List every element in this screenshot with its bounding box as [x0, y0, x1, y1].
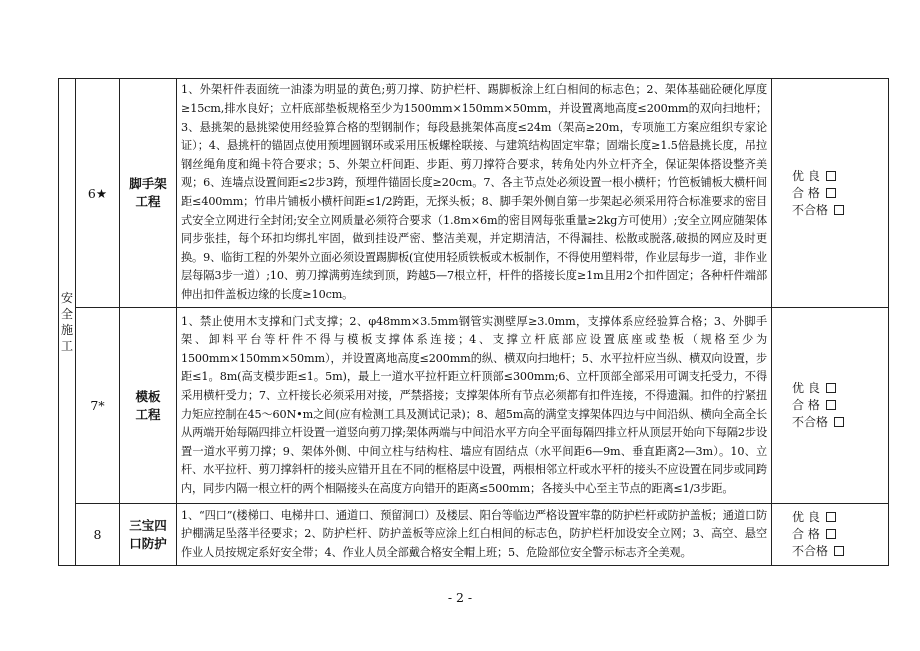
row-number: 7*: [76, 308, 120, 504]
item-content: 1、外架杆件表面统一油漆为明显的黄色;剪刀撑、防护栏杆、踢脚板涂上红白相间的标志色；2、架体基础砼硬化厚度≥15cm,排水良好；立杆底部垫板规格至少为1500mm×150mm×50mm，并设置离地高度≤200mm的双向扫地杆；3、悬挑架的悬挑梁使用经验算合格的型钢制作；每段悬挑架体高度≤24m（架高≥20m，专项施工方案应组织专家论证）；4、悬挑杆的锚固点使用预埋圆钢环或采用压板螺栓联接、与建筑结构固定牢靠；固端长度≥1.5倍悬挑长度，吊拉钢丝绳角度和绳卡符合要求；5、外架立杆间距、步距、剪刀撑符合要求，转角处内外立杆齐全，保证架体搭设整齐美观；6、连墙点设置间距≤2步3跨，预埋件锚固长度≥20cm。7、各主节点处必须设置一根小横杆；竹笆板铺板大横杆间距≤400mm；竹串片铺板小横杆间距≤1/2跨距，无探头板；8、脚手架外侧自第一步架起必须采用符合标准要求的密目式安全立网进行全封闭;安全立网质量必须符合要求（1.8m×6m的密目网每张重量≥2kg方可使用）;安全立网应随架体同步张挂，每个环扣均绑扎牢固，做到挂设严密、整洁美观，并定期清洁，不得漏挂、松散或脱落,破损的网应及时更换。9、临街工程的外架外立面必须设置踢脚板(宜使用轻质铁板或木板制作，不得使用塑料带，作业层每步一道，非作业层每隔3步一道）;10、剪刀撑满剪连续到顶，跨越5—7根立杆，杆件的搭接长度≥1m且用2个扣件固定；各种杆件端部伸出扣件盖板边缘的长度≥10cm。: [177, 79, 772, 308]
page-number: - 2 -: [447, 590, 473, 605]
checkbox-icon[interactable]: [826, 171, 836, 181]
category-cell: [59, 79, 76, 566]
grade-option[interactable]: 不合格: [792, 414, 888, 431]
checkbox-icon[interactable]: [826, 188, 836, 198]
row-number: 6★: [76, 79, 120, 308]
checkbox-icon[interactable]: [826, 383, 836, 393]
table-row: [59, 504, 889, 566]
grade-option[interactable]: 合 格: [792, 526, 888, 543]
grade-option[interactable]: 不合格: [792, 543, 888, 560]
grade-option[interactable]: 合 格: [792, 185, 888, 202]
item-content: 1、“四口”(楼梯口、电梯井口、通道口、预留洞口）及楼层、阳台等临边严格设置牢靠的防护栏杆或防护盖板；通道口防护棚满足坠落半径要求；2、防护栏杆、防护盖板等应涂上红白相间的标志色，防护栏杆加设安全立网；3、高空、悬空作业人员按规定系好安全带；4、作业人员全部戴合格安全帽上班；5、危险部位安全警示标志齐全美观。: [177, 504, 772, 566]
grade-options: [772, 79, 889, 308]
row-number: 8: [76, 504, 120, 566]
grade-option[interactable]: 优 良: [792, 380, 888, 397]
table-row: [59, 79, 889, 308]
item-name: 模板 工程: [120, 308, 177, 504]
inspection-table: [58, 78, 889, 566]
grade-option[interactable]: 不合格: [792, 202, 888, 219]
checkbox-icon[interactable]: [834, 546, 844, 556]
checkbox-icon[interactable]: [826, 529, 836, 539]
grade-option[interactable]: 合 格: [792, 397, 888, 414]
grade-option[interactable]: 优 良: [792, 509, 888, 526]
item-name: 三宝四 口防护: [120, 504, 177, 566]
checkbox-icon[interactable]: [826, 400, 836, 410]
grade-option[interactable]: 优 良: [792, 168, 888, 185]
item-content: 1、禁止使用木支撑和门式支撑；2、φ48mm×3.5mm钢管实测壁厚≥3.0mm，支撑体系应经验算合格；3、外脚手架、卸料平台等杆件不得与模板支撑体系连接；4、支撑立杆底部应设置底座或垫板（规格至少为1500mm×150mm×50mm），并设置离地高度≤200mm的纵、横双向扫地杆；5、水平拉杆应当纵、横双向设置，步距≤1。8m(高支模步距≤1。5m)，最上一道水平拉杆距立杆顶部≤300mm;6、立杆顶部全部采用可调支托受力，不得采用横杆受力；7、立杆接长必须采用对接，严禁搭接；支撑架体所有节点必须都有扣件连接，不得遗漏。扣件的拧紧扭力矩应控制在45～60N•m之间(应有检测工具及测试记录)；8、超5m高的满堂支撑架体四边与中间沿纵、横向全高全长从两端开始每隔四排立杆设置一道竖向剪刀撑;架体两端与中间沿水平方向全平面每隔四排立杆从顶层开始向下每隔2步设置一道水平剪刀撑；9、架体外侧、中间立柱与结构柱、墙应有固结点（水平间距6—9m、垂直距离2—3m）。10、立杆、水平拉杆、剪刀撑斜杆的接头应错开且在不同的框格层中设置，两根相邻立杆或水平杆的接头不应设置在同步或同跨内，同步内隔一根立杆的两个相隔接头在高度方向错开的距离≤500mm；各接头中心至主节点的距离≤1/3步距。: [177, 308, 772, 504]
item-name: 脚手架 工程: [120, 79, 177, 308]
checkbox-icon[interactable]: [834, 417, 844, 427]
category-label: 安 全 施 工: [60, 291, 73, 353]
grade-options: [772, 504, 889, 566]
checkbox-icon[interactable]: [826, 512, 836, 522]
grade-options: [772, 308, 889, 504]
table-row: [59, 308, 889, 504]
checkbox-icon[interactable]: [834, 205, 844, 215]
